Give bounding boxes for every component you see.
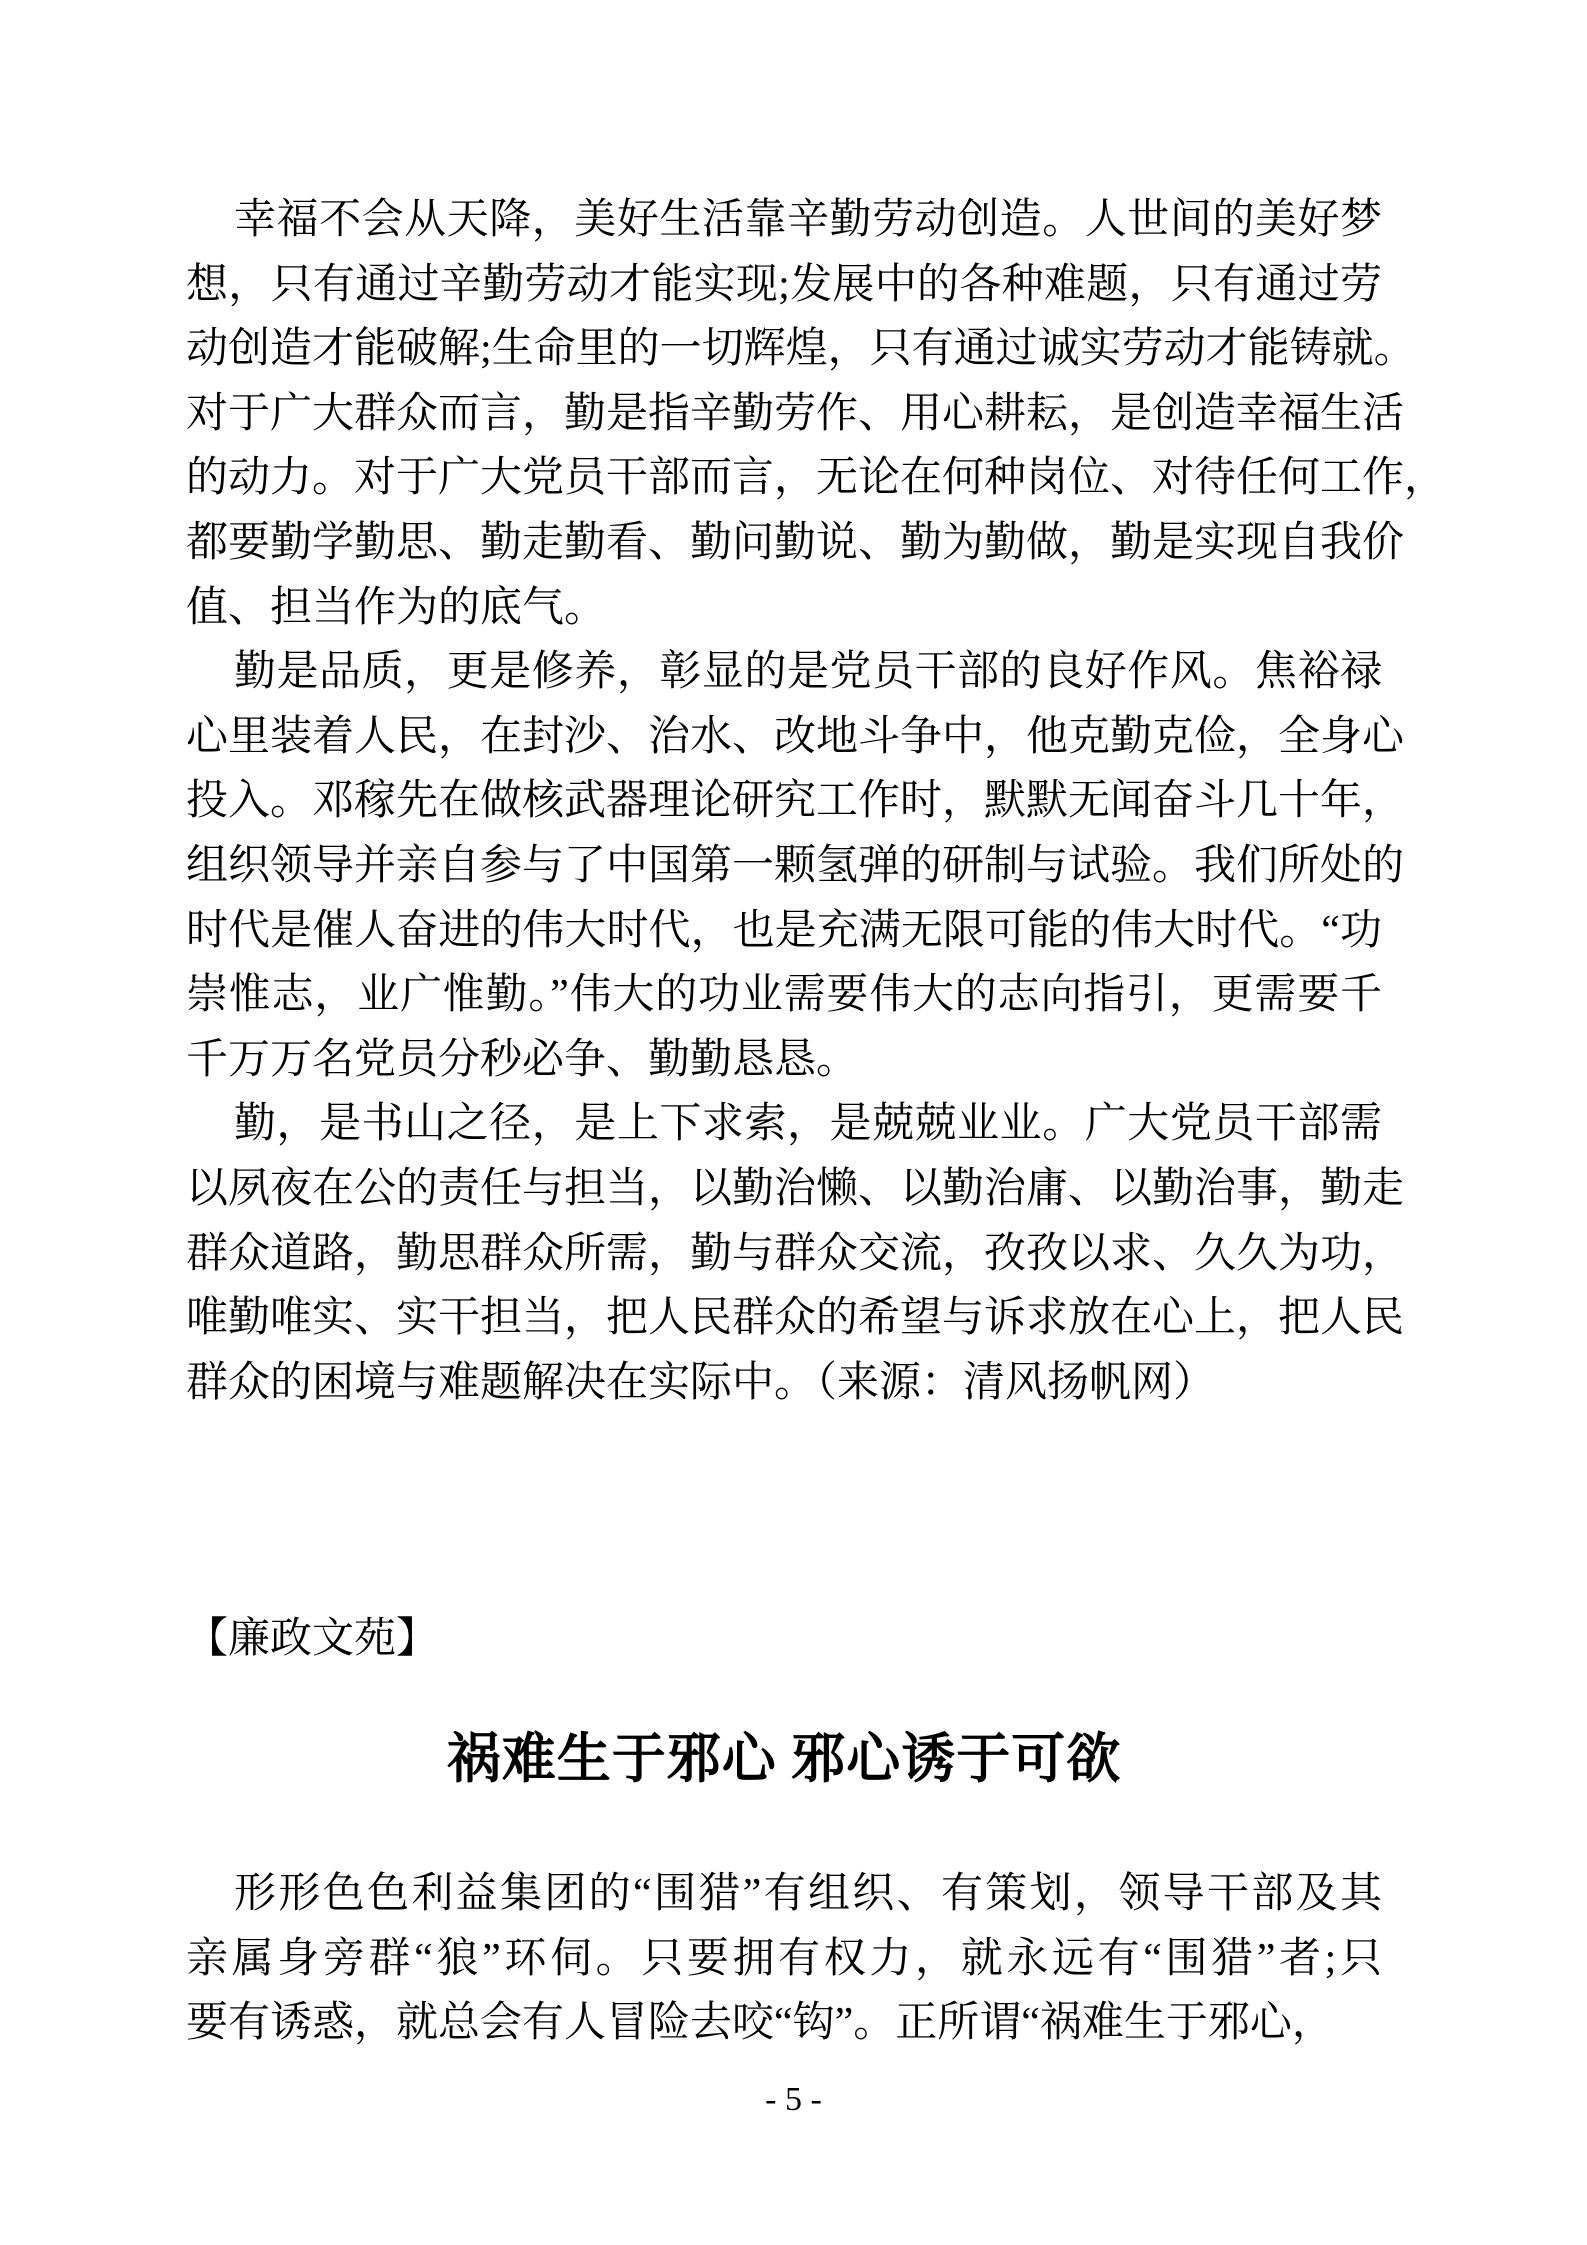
text-line: 投入。邓稼先在做核武器理论研究工作时，默默无闻奋斗几十年， — [186, 778, 1405, 825]
text-line: 以夙夜在公的责任与担当，以勤治懒、以勤治庸、以勤治事，勤走 — [186, 1165, 1405, 1212]
section-header: 【廉政文苑】 — [186, 1616, 439, 1662]
text-line: 群众道路，勤思群众所需，勤与群众交流，孜孜以求、久久为功， — [186, 1230, 1405, 1277]
text-line: 动创造才能破解;生命里的一切辉煌，只有通过诚实劳动才能铸就。 — [186, 326, 1416, 373]
text-line: 勤是品质，更是修养，彰显的是党员干部的良好作风。焦裕禄 — [234, 649, 1382, 696]
text-line: 形形色色利益集团的“围猎”有组织、有策划，领导干部及其 — [234, 1871, 1382, 1917]
text-line: 勤，是书山之径，是上下求索，是兢兢业业。广大党员干部需 — [234, 1101, 1382, 1148]
text-line: 崇惟志，业广惟勤。”伟大的功业需要伟大的志向指引，更需要千 — [186, 972, 1382, 1019]
text-line: 都要勤学勤思、勤走勤看、勤问勤说、勤为勤做，勤是实现自我价 — [186, 519, 1405, 566]
text-line: 想，只有通过辛勤劳动才能实现;发展中的各种难题，只有通过劳 — [186, 261, 1382, 308]
text-line: 值、担当作为的底气。 — [186, 584, 607, 631]
page-number: - 5 - — [765, 2081, 822, 2118]
text-line: 千万万名党员分秒必争、勤勤恳恳。 — [186, 1036, 859, 1083]
text-line: 时代是催人奋进的伟大时代，也是充满无限可能的伟大时代。“功 — [186, 907, 1382, 954]
text-line: 对于广大群众而言，勤是指辛勤劳作、用心耕耘，是创造幸福生活 — [186, 390, 1405, 437]
text-line: 的动力。对于广大党员干部而言，无论在何种岗位、对待任何工作， — [186, 455, 1447, 502]
text-line: 组织领导并亲自参与了中国第一颗氢弹的研制与试验。我们所处的 — [186, 842, 1405, 889]
section-text-block — [186, 1862, 1382, 2056]
text-line: 唯勤唯实、实干担当，把人民群众的希望与诉求放在心上，把人民 — [186, 1295, 1405, 1342]
text-line: 幸福不会从天降，美好生活靠辛勤劳动创造。人世间的美好梦 — [234, 197, 1382, 243]
text-line: 群众的困境与难题解决在实际中。（来源：清风扬帆网） — [186, 1359, 1216, 1406]
text-line: 心里装着人民，在封沙、治水、改地斗争中，他克勤克俭，全身心 — [186, 713, 1405, 760]
text-line: 亲属身旁群“狼”环伺。只要拥有权力，就永远有“围猎”者;只 — [186, 1935, 1382, 1982]
main-text-block — [186, 188, 1447, 1415]
article-title: 祸难生于邪心 邪心诱于可欲 — [446, 1729, 1122, 1789]
text-line: 要有诱惑，就总会有人冒险去咬“钩”。正所谓“祸难生于邪心， — [186, 2000, 1334, 2047]
